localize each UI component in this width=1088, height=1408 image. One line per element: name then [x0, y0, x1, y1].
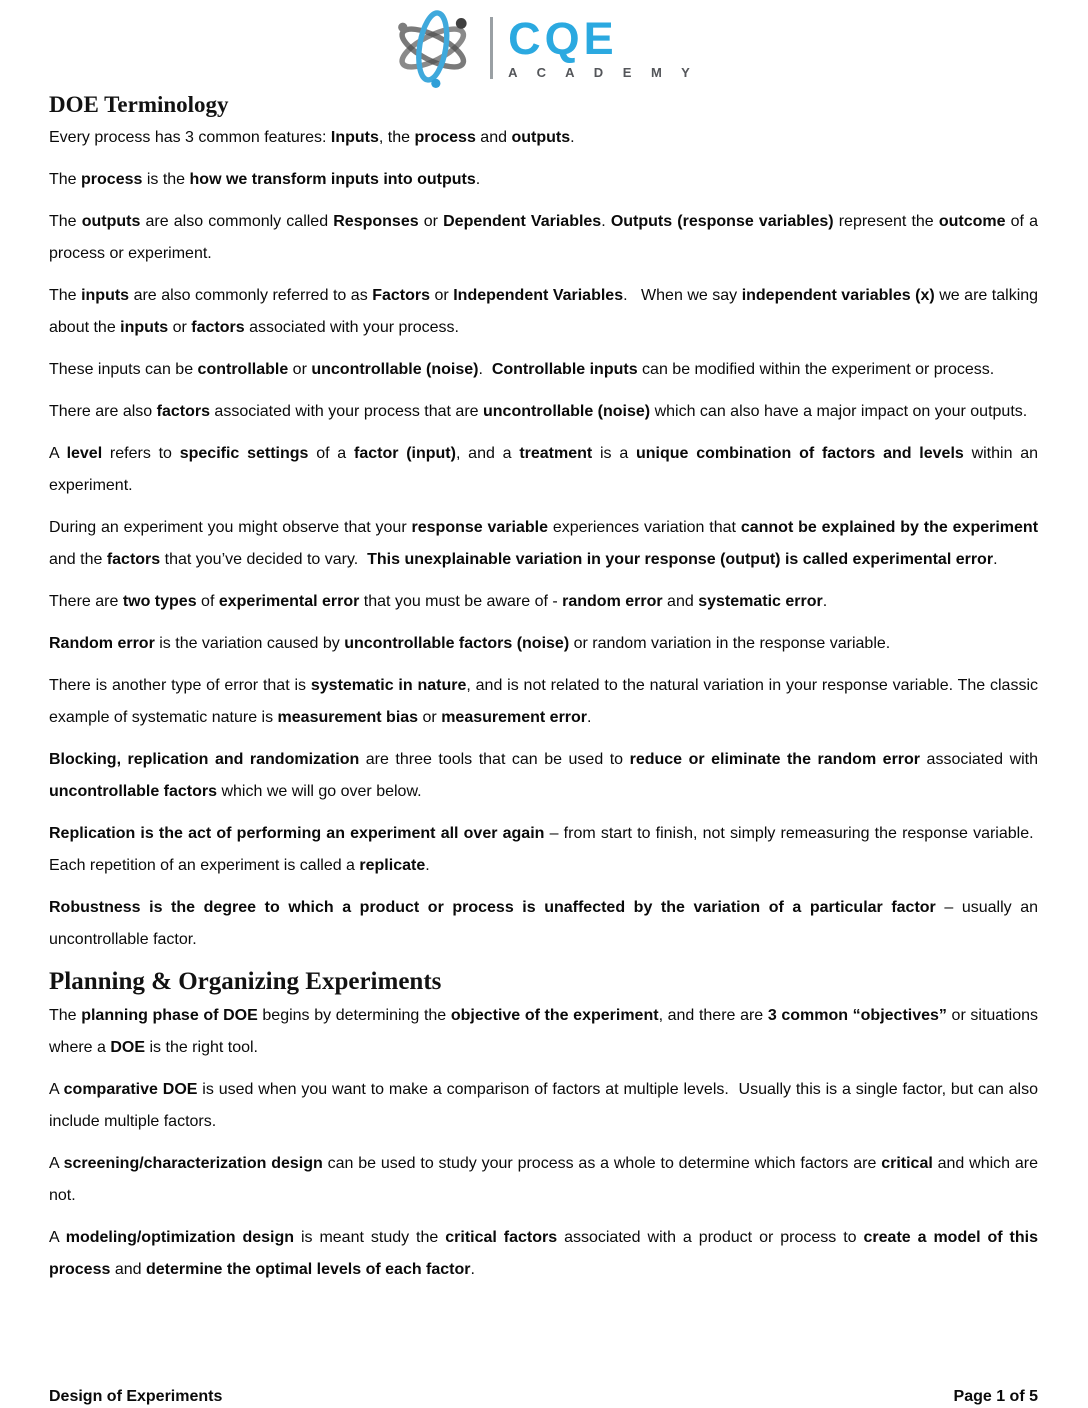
paragraph: Replication is the act of performing an experiment all over again – from start to finish, not simply remeasuring the response variable. Each repetition of an experiment is called a replicate. [49, 825, 1038, 874]
footer-page-number: Page 1 of 5 [953, 1388, 1038, 1405]
paragraph: Robustness is the degree to which a product or process is unaffected by the variation of a particular factor – usually an uncontrollable factor. [49, 899, 1038, 948]
paragraph: The planning phase of DOE begins by determining the objective of the experiment, and there are 3 common “objectives” or situations where a DOE is the right tool. [49, 1007, 1039, 1056]
paragraph: The outputs are also commonly called Responses or Dependent Variables. Outputs (response variables) represent the outcome of a process or experiment. [49, 213, 1039, 262]
atom-icon [389, 8, 475, 88]
paragraph: A screening/characterization design can be used to study your process as a whole to determine which factors are critical and which are not. [49, 1155, 1039, 1204]
paragraph: These inputs can be controllable or uncontrollable (noise). Controllable inputs can be modified within the experiment or process. [49, 361, 995, 378]
logo-text [508, 13, 698, 80]
paragraph: A modeling/optimization design is meant study the critical factors associated with a product or process to create a model of this process and determine the optimal levels of each factor. [49, 1229, 1039, 1278]
section-heading: DOE Terminology [49, 92, 229, 117]
logo-brand: CQE [508, 13, 618, 64]
paragraph: Blocking, replication and randomization are three tools that can be used to reduce or eliminate the random error associated with uncontrollable factors which we will go over below. [49, 751, 1039, 800]
section-heading: Planning & Organizing Experiments [49, 968, 442, 995]
paragraph: Random error is the variation caused by uncontrollable factors (noise) or random variation in the response variable. [49, 635, 891, 652]
paragraph: A level refers to specific settings of a factor (input), and a treatment is a unique combination of factors and levels within an experiment. [49, 445, 1039, 494]
footer-doc-title: Design of Experiments [49, 1388, 223, 1405]
paragraph: Every process has 3 common features: Inputs, the process and outputs. [49, 129, 575, 146]
document-body [49, 91, 1038, 1286]
paragraph: There are also factors associated with your process that are uncontrollable (noise) which can also have a major impact on your outputs. [49, 403, 1028, 420]
paragraph: There are two types of experimental error that you must be aware of - random error and systematic error. [49, 593, 828, 610]
paragraph: There is another type of error that is systematic in nature, and is not related to the natural variation in your response variable. The classic example of systematic nature is measurement bias or measurement error. [49, 677, 1038, 726]
paragraph: During an experiment you might observe that your response variable experiences variation that cannot be explained by the experiment and the factors that you’ve decided to vary. This unexplainable variation in your response (output) is called experimental error. [49, 519, 1039, 568]
page-footer [49, 1388, 1038, 1406]
header-logo [49, 8, 1038, 88]
paragraph: A comparative DOE is used when you want to make a comparison of factors at multiple levels. Usually this is a single factor, but can also include multiple factors. [49, 1081, 1039, 1130]
logo-subtitle: A C A D E M Y [508, 65, 698, 80]
paragraph: The process is the how we transform inputs into outputs. [49, 171, 481, 188]
paragraph: The inputs are also commonly referred to as Factors or Independent Variables. When we say independent variables (x) we are talking about the inputs or factors associated with your process. [49, 287, 1039, 336]
logo-divider [490, 17, 493, 79]
